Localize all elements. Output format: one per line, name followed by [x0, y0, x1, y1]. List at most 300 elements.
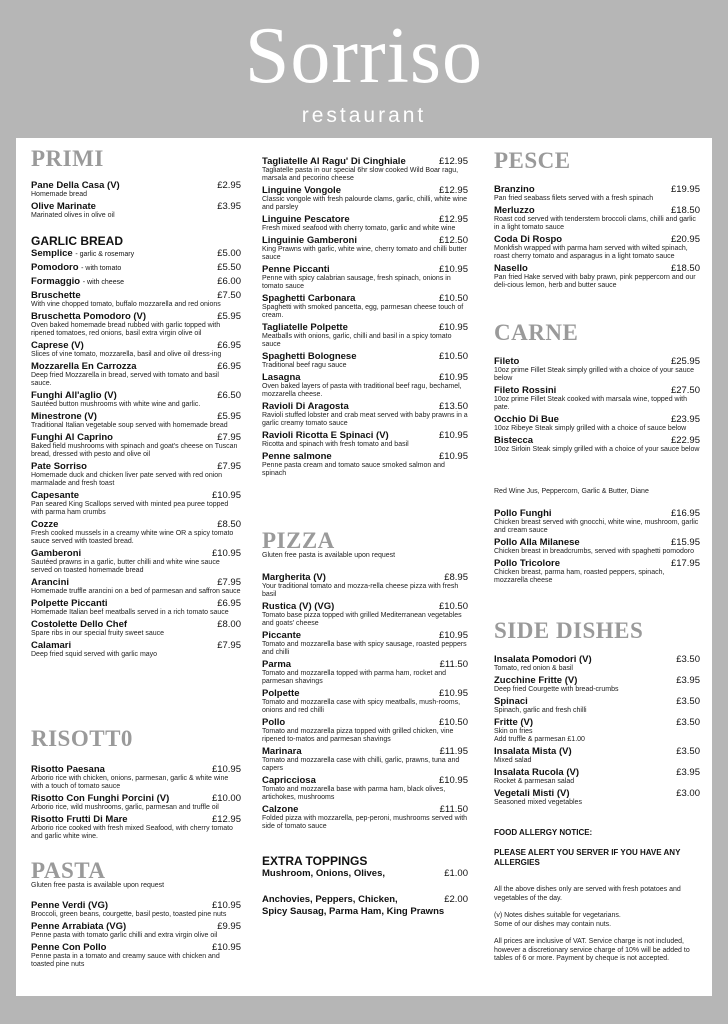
menu-item-row	[494, 767, 700, 778]
menu-item[interactable]	[494, 717, 700, 744]
item-price: £10.95	[438, 775, 468, 786]
item-description: Ricotta and spinach with fresh tomato and basil	[262, 441, 409, 448]
menu-item[interactable]	[31, 311, 241, 338]
menu-item[interactable]	[494, 184, 700, 203]
item-price: £20.95	[670, 234, 700, 245]
item-description: Spinach, garlic and fresh chilli	[494, 707, 587, 714]
item-price: £12.95	[438, 214, 468, 225]
menu-item-row	[262, 322, 468, 333]
item-name-text: Pate Sorriso	[31, 461, 87, 472]
menu-item-row	[262, 572, 468, 583]
item-name-text: Polpette	[262, 688, 300, 699]
menu-item-row	[262, 659, 468, 670]
menu-item[interactable]	[31, 548, 241, 575]
menu-item-row	[31, 519, 241, 530]
item-name-text: Capricciosa	[262, 775, 316, 786]
item-name	[262, 372, 435, 383]
menu-sheet	[16, 138, 712, 996]
menu-item[interactable]	[31, 619, 241, 638]
item-name	[494, 356, 667, 367]
menu-item-row	[262, 235, 468, 246]
menu-item[interactable]	[262, 372, 468, 399]
item-name	[494, 767, 672, 778]
item-name-text: Insalata Pomodori (V)	[494, 654, 592, 665]
item-description: Tomato and mozzarella base with parma ham, black olives, artichokes, mushrooms	[262, 786, 446, 801]
item-name-text: Fileto	[494, 356, 520, 367]
item-price: £12.95	[211, 814, 241, 825]
item-name	[262, 264, 435, 275]
item-name-text: Fileto Rossini	[494, 385, 557, 396]
item-description: Oven baked homemade bread rubbed with garlic topped with ripened tomatoes, red onions, basil extra virgin olive oil	[31, 322, 221, 337]
menu-item[interactable]	[31, 921, 241, 940]
menu-item-list	[31, 764, 241, 843]
menu-item[interactable]	[262, 293, 468, 320]
item-description: King Prawns with garlic, white wine, cherry tomato and chilli butter sauce	[262, 246, 467, 261]
topping-row	[262, 906, 468, 917]
menu-item[interactable]	[494, 767, 700, 786]
menu-item[interactable]	[31, 490, 241, 517]
section-title: RISOTT0	[31, 726, 133, 751]
menu-item[interactable]	[31, 180, 241, 199]
item-description: Your traditional tomato and mozza-rella cheese pizza with fresh basil	[262, 583, 459, 598]
item-price: £10.95	[211, 490, 241, 501]
item-name-text: Tagliatelle Polpette	[262, 322, 348, 333]
topping-row	[262, 868, 468, 879]
menu-item-row	[31, 814, 241, 825]
menu-item-list	[31, 180, 241, 222]
item-description: Penne pasta in a tomato and creamy sauce with chicken and toasted pine nuts	[31, 953, 220, 968]
menu-item[interactable]	[262, 659, 468, 686]
sauce-options: Red Wine Jus, Peppercorn, Garlic & Butter, Diane	[494, 488, 649, 495]
menu-item-row	[31, 793, 241, 804]
item-price: £7.50	[217, 290, 241, 301]
menu-item[interactable]	[262, 214, 468, 233]
item-name-text: Calzone	[262, 804, 299, 815]
item-price: £5.95	[217, 311, 241, 322]
menu-item[interactable]	[31, 290, 241, 309]
menu-item[interactable]	[494, 746, 700, 765]
item-name	[494, 746, 672, 757]
item-price: £6.50	[217, 390, 241, 401]
item-price: £23.95	[670, 414, 700, 425]
item-name-text: Costolette Dello Chef	[31, 619, 128, 630]
menu-item-row	[31, 548, 241, 559]
menu-item[interactable]	[494, 205, 700, 232]
item-price: £12.50	[438, 235, 468, 246]
item-price: £18.50	[670, 205, 700, 216]
topping-text: Mushroom, Onions, Olives,	[262, 868, 385, 879]
menu-item[interactable]	[262, 572, 468, 599]
notice-vegetarian: (v) Notes dishes suitable for vegetarians. Some of our dishes may contain nuts.	[494, 912, 621, 928]
item-name	[262, 293, 435, 304]
item-description: Fresh mixed seafood with cherry tomato, garlic and white wine	[262, 225, 456, 232]
menu-item[interactable]	[31, 942, 241, 969]
item-price: £10.95	[211, 900, 241, 911]
item-price: £8.95	[444, 572, 468, 583]
menu-item[interactable]	[262, 630, 468, 657]
allergy-text: PLEASE ALERT YOU SERVER IF YOU HAVE ANY ALLERGIES	[494, 848, 681, 867]
item-price: £15.95	[670, 537, 700, 548]
item-name-text: Coda Di Rospo	[494, 234, 563, 245]
item-price: £13.50	[438, 401, 468, 412]
item-name-text: Pollo Funghi	[494, 508, 552, 519]
menu-item[interactable]	[31, 262, 241, 274]
menu-item[interactable]	[262, 688, 468, 715]
item-name	[494, 508, 667, 519]
item-name	[31, 490, 208, 501]
menu-item[interactable]	[494, 508, 700, 535]
item-price: £8.00	[217, 619, 241, 630]
menu-item-row	[31, 619, 241, 630]
menu-item-row	[262, 746, 468, 757]
menu-item[interactable]	[31, 900, 241, 919]
menu-item[interactable]	[31, 411, 241, 430]
allergy-title: FOOD ALLERGY NOTICE:	[494, 828, 593, 837]
item-price: £10.00	[211, 793, 241, 804]
item-name	[494, 414, 667, 425]
item-name-text: Polpette Piccanti	[31, 598, 108, 609]
menu-item-row	[494, 184, 700, 195]
item-price: £25.95	[670, 356, 700, 367]
item-description: Chicken breast served with gnocchi, white wine, mushroom, garlic and cream sauce	[494, 519, 699, 534]
item-description: Tomato and mozzarella pizza topped with grilled chicken, vine ripened to-matos and parmesan shavings	[262, 728, 454, 743]
menu-item[interactable]	[31, 276, 241, 288]
item-price: £27.50	[670, 385, 700, 396]
item-description: Baked field mushrooms with spinach and goat's cheese on Tuscan bread, dressed with pesto and olive oil	[31, 443, 238, 458]
item-name-text: Pane Della Casa (V)	[31, 180, 120, 191]
menu-item[interactable]	[262, 322, 468, 349]
item-name	[494, 788, 672, 799]
item-description: Tomato and mozzarella topped with parma ham, rocket and parmesan shavings	[262, 670, 447, 685]
item-price: £10.50	[438, 717, 468, 728]
item-name-text: Linguine Pescatore	[262, 214, 350, 225]
item-name	[494, 537, 667, 548]
item-name-text: Rustica (V) (VG)	[262, 601, 335, 612]
item-price: £6.00	[217, 276, 241, 287]
item-note: - with tomato	[81, 265, 122, 272]
item-description: Penne with spicy calabrian sausage, fresh spinach, onions in tomato sauce	[262, 275, 451, 290]
item-name-text: Bruschette	[31, 290, 81, 301]
item-name	[262, 717, 435, 728]
item-name	[31, 519, 213, 530]
menu-item[interactable]	[494, 435, 700, 454]
menu-item[interactable]	[31, 390, 241, 409]
item-name-text: Mozzarella En Carrozza	[31, 361, 137, 372]
item-name-text: Spaghetti Bolognese	[262, 351, 357, 362]
item-name	[262, 688, 435, 699]
menu-item-row	[31, 290, 241, 301]
item-description: Marinated olives in olive oil	[31, 212, 115, 219]
item-description: Traditional Italian vegetable soup served with homemade bread	[31, 422, 228, 429]
menu-item-list	[31, 248, 241, 661]
item-name-text: Penne Verdi (VG)	[31, 900, 109, 911]
item-description: Chicken breast in breadcrumbs, served with spaghetti pomodoro	[494, 548, 694, 555]
item-name	[262, 235, 435, 246]
menu-item[interactable]	[262, 430, 468, 449]
item-name	[31, 311, 213, 322]
item-name	[262, 746, 436, 757]
item-name-text: Funghi All'aglio (V)	[31, 390, 117, 401]
menu-item[interactable]	[262, 601, 468, 628]
menu-item[interactable]	[31, 461, 241, 488]
menu-item-row	[494, 508, 700, 519]
menu-item-row	[494, 414, 700, 425]
menu-item[interactable]	[494, 356, 700, 383]
item-description: Folded pizza with mozzarella, pep-peroni, mushrooms served with side of tomato sauce	[262, 815, 468, 830]
menu-item[interactable]	[31, 577, 241, 596]
item-name-text: Spaghetti Carbonara	[262, 293, 356, 304]
section-note: Gluten free pasta is available upon request	[262, 552, 396, 559]
item-name	[494, 184, 667, 195]
menu-item[interactable]	[262, 235, 468, 262]
item-name-text: Bistecca	[494, 435, 534, 446]
menu-item[interactable]	[494, 788, 700, 807]
item-price: £12.95	[438, 156, 468, 167]
item-name-text: Semplice	[31, 248, 73, 259]
item-name-text: Pomodoro	[31, 262, 79, 273]
item-name-text: Insalata Rucola (V)	[494, 767, 579, 778]
item-price: £17.95	[670, 558, 700, 569]
item-name-text: Linguine Vongole	[262, 185, 341, 196]
item-description: Deep fried Courgette with bread-crumbs	[494, 686, 619, 693]
item-name-text: Nasello	[494, 263, 528, 274]
menu-item-row	[262, 430, 468, 441]
menu-item[interactable]	[262, 351, 468, 370]
menu-item-row	[31, 248, 241, 260]
menu-item[interactable]	[31, 640, 241, 659]
menu-item[interactable]	[494, 654, 700, 673]
item-name	[262, 401, 435, 412]
menu-item-row	[262, 264, 468, 275]
item-price: £22.95	[670, 435, 700, 446]
menu-item-row	[31, 640, 241, 651]
menu-item[interactable]	[262, 804, 468, 831]
menu-item[interactable]	[494, 234, 700, 261]
notice-potatoes: All the above dishes only are served with fresh potatoes and vegetables of the day.	[494, 886, 681, 902]
menu-item[interactable]	[262, 717, 468, 744]
menu-item-row	[262, 185, 468, 196]
item-description: Pan fried Hake served with baby prawn, pink peppercorn and our deli-cious lemon, herb and butter sauce	[494, 274, 696, 289]
menu-item-list	[494, 356, 700, 456]
item-description: Arborio rice, wild mushrooms, garlic, parmesan and truffle oil	[31, 804, 219, 811]
item-price: £6.95	[217, 598, 241, 609]
item-description: Tagliatelle pasta in our special 6hr slow cooked Wild Boar ragu, marsala and pecorino cheese	[262, 167, 459, 182]
item-description: Chicken breast, parma ham, roasted peppers, spinach, mozzarella cheese	[494, 569, 665, 584]
item-note: - with cheese	[82, 279, 124, 286]
menu-item[interactable]	[31, 764, 241, 791]
menu-item-row	[31, 461, 241, 472]
menu-item[interactable]	[262, 264, 468, 291]
item-name	[31, 461, 213, 472]
item-price: £7.95	[217, 577, 241, 588]
item-description: Penne pasta with tomato garlic chilli and extra virgin olive oil	[31, 932, 218, 939]
item-description: Seasoned mixed vegetables	[494, 799, 582, 806]
item-price: £3.95	[217, 201, 241, 212]
item-price: £10.95	[438, 372, 468, 383]
item-name	[494, 435, 667, 446]
menu-item[interactable]	[31, 248, 241, 260]
menu-item-row	[31, 490, 241, 501]
item-name-text: Linguinie Gamberoni	[262, 235, 358, 246]
menu-item-row	[31, 340, 241, 351]
item-price: £10.95	[438, 322, 468, 333]
menu-item-row	[494, 537, 700, 548]
menu-item[interactable]	[262, 746, 468, 773]
menu-item[interactable]	[262, 775, 468, 802]
menu-item[interactable]	[262, 401, 468, 428]
menu-item-row	[494, 234, 700, 245]
section-title: CARNE	[494, 320, 579, 345]
item-description: Homemade Italian beef meatballs served in a rich tomato sauce	[31, 609, 229, 616]
menu-item-row	[262, 804, 468, 815]
item-name	[31, 262, 213, 274]
item-name-text: Bruschetta Pomodoro (V)	[31, 311, 147, 322]
menu-item-row	[494, 788, 700, 799]
item-description: Spaghetti with smoked pancetta, egg, parmesan cheese touch of cream.	[262, 304, 464, 319]
item-name	[31, 619, 213, 630]
item-description: Penne pasta cream and tomato sauce smoked salmon and spinach	[262, 462, 445, 477]
item-name	[262, 185, 435, 196]
item-price: £5.00	[217, 248, 241, 259]
item-name-text: Gamberoni	[31, 548, 82, 559]
item-name-text: Ravioli Ricotta E Spinaci (V)	[262, 430, 389, 441]
menu-item[interactable]	[31, 519, 241, 546]
item-name	[31, 598, 213, 609]
item-name	[262, 804, 436, 815]
item-name	[31, 942, 208, 953]
item-name	[262, 659, 436, 670]
menu-item[interactable]	[494, 558, 700, 585]
menu-item-list	[494, 184, 700, 292]
item-name-text: Parma	[262, 659, 292, 670]
menu-item-row	[31, 390, 241, 401]
item-name	[31, 290, 213, 301]
section-subtitle: GARLIC BREAD	[31, 234, 123, 248]
item-description: Arborio rice with chicken, onions, parmesan, garlic & white wine with a touch of tomato sauce	[31, 775, 229, 790]
menu-item[interactable]	[494, 675, 700, 694]
item-name-text: Zucchine Fritte (V)	[494, 675, 578, 686]
item-description: Pan seared King Scallops served with minted pea puree topped with parma ham crumbs	[31, 501, 229, 516]
menu-item[interactable]	[494, 263, 700, 290]
menu-item[interactable]	[31, 340, 241, 359]
item-description: Fresh cooked mussels in a creamy white wine OR a spicy tomato sauce served with toasted bread.	[31, 530, 234, 545]
menu-item[interactable]	[31, 361, 241, 388]
menu-item-list	[494, 508, 700, 587]
item-name	[494, 675, 672, 686]
menu-item-row	[31, 411, 241, 422]
menu-item-row	[262, 156, 468, 167]
item-name-text: Cozze	[31, 519, 59, 530]
menu-item-list	[262, 572, 468, 833]
restaurant-subtitle: restaurant	[301, 104, 427, 127]
menu-item-row	[262, 601, 468, 612]
menu-item-list	[494, 654, 700, 809]
item-name-text: Margherita (V)	[262, 572, 326, 583]
item-description: Meatballs with onions, garlic, chilli and basil in a spicy tomato sauce	[262, 333, 452, 348]
item-name	[262, 214, 435, 225]
item-price: £5.50	[217, 262, 241, 273]
item-price: £10.95	[438, 451, 468, 462]
item-name-text: Formaggio	[31, 276, 81, 287]
menu-item[interactable]	[494, 537, 700, 556]
item-name	[31, 577, 213, 588]
menu-item[interactable]	[31, 598, 241, 617]
topping-price: £2.00	[444, 894, 468, 905]
item-description: Tomato base pizza topped with grilled Mediterranean vegetables and goats' cheese	[262, 612, 462, 627]
item-description: 10oz Sirloin Steak simply grilled with a choice of your sauce below	[494, 446, 700, 453]
topping-text: Spicy Sausag, Parma Ham, King Prawns	[262, 906, 445, 917]
menu-item[interactable]	[262, 451, 468, 478]
item-name	[31, 640, 213, 651]
item-price: £3.95	[676, 767, 700, 778]
item-price: £10.50	[438, 293, 468, 304]
item-name-text: Pollo Tricolore	[494, 558, 560, 569]
item-name	[31, 921, 213, 932]
menu-item[interactable]	[31, 432, 241, 459]
menu-item-row	[31, 942, 241, 953]
menu-item-row	[494, 356, 700, 367]
item-name	[494, 558, 667, 569]
section-title: PESCE	[494, 148, 571, 173]
menu-item-row	[494, 205, 700, 216]
menu-item[interactable]	[31, 201, 241, 220]
menu-item-list	[262, 156, 468, 480]
item-name-text: Capesante	[31, 490, 80, 501]
item-price: £7.95	[217, 432, 241, 443]
item-name	[31, 900, 208, 911]
item-price: £3.50	[676, 654, 700, 665]
menu-item[interactable]	[262, 156, 468, 183]
item-name-text: Marinara	[262, 746, 302, 757]
item-name	[31, 361, 213, 372]
item-name	[31, 390, 213, 401]
menu-item-row	[262, 630, 468, 641]
restaurant-logo: Sorriso	[244, 12, 484, 100]
item-description: Broccoli, green beans, courgette, basil pesto, toasted pine nuts	[31, 911, 227, 918]
item-price: £10.95	[438, 264, 468, 275]
item-name-text: Lasagna	[262, 372, 301, 383]
menu-item[interactable]	[494, 414, 700, 433]
menu-item[interactable]	[31, 814, 241, 841]
item-description: 10oz prime Fillet Steak simply grilled with a choice of your sauce below	[494, 367, 694, 382]
menu-item[interactable]	[31, 793, 241, 812]
item-name-text: Occhio Di Bue	[494, 414, 559, 425]
item-description: Tomato and mozzarella case with spicy meatballs, mush-rooms, onions and red chilli	[262, 699, 461, 714]
item-name	[262, 630, 435, 641]
item-price: £12.95	[438, 185, 468, 196]
item-price: £11.50	[439, 659, 468, 670]
menu-item-row	[31, 361, 241, 372]
item-name-text: Pollo Alla Milanese	[494, 537, 580, 548]
item-name-text: Spinaci	[494, 696, 528, 707]
menu-item[interactable]	[494, 696, 700, 715]
item-name	[262, 601, 435, 612]
menu-item-row	[262, 775, 468, 786]
item-description: Traditional beef ragu sauce	[262, 362, 347, 369]
menu-item-row	[262, 351, 468, 362]
section-subtitle: EXTRA TOPPINGS	[262, 854, 368, 868]
topping-text: Anchovies, Peppers, Chicken,	[262, 894, 398, 905]
menu-item-row	[262, 293, 468, 304]
item-price: £10.95	[211, 942, 241, 953]
menu-item-row	[494, 675, 700, 686]
item-description: Roast cod served with tenderstem broccoli clams, chilli and garlic in a light tomato sauce	[494, 216, 696, 231]
menu-item[interactable]	[494, 385, 700, 412]
item-price: £2.95	[217, 180, 241, 191]
item-description: Homemade bread	[31, 191, 88, 198]
item-name-text: Merluzzo	[494, 205, 535, 216]
menu-item[interactable]	[262, 185, 468, 212]
